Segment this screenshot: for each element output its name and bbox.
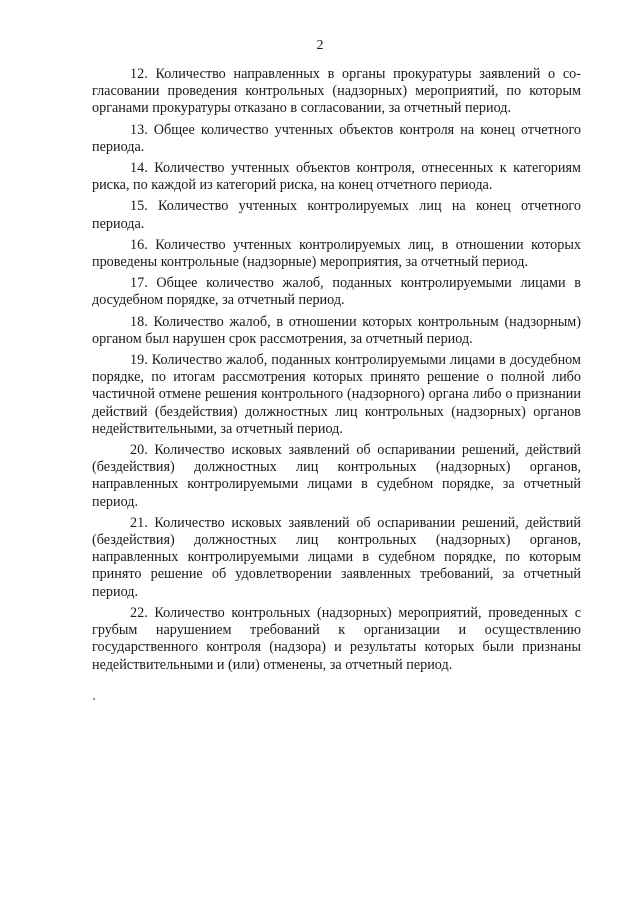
paragraph-15: 15. Количество учтенных контролируемых лиц на конец отчетного периода. bbox=[92, 198, 581, 232]
document-body bbox=[92, 66, 581, 678]
paragraph-17: 17. Общее количество жалоб, поданных контролируемыми лицами в досудебном порядке, за отчетный период. bbox=[92, 275, 581, 309]
paragraph-19: 19. Количество жалоб, поданных контролируемыми лицами в досудебном порядке, по итогам рассмотрения которых принято решение о полной либо частичной отмене решения контрольного (надзорного) органа либо о признании действий (бездействия) должностных лиц контрольных (надзорных) органов недействительными, за отчетный период. bbox=[92, 352, 581, 437]
paragraph-12: 12. Количество направленных в органы прокуратуры заявлений о согласовании проведения контрольных (надзорных) мероприятий, по которым органами прокуратуры отказано в согласовании, за отчетный период. bbox=[92, 66, 581, 117]
page-number: 2 bbox=[316, 38, 324, 53]
paragraph-18: 18. Количество жалоб, в отношении которых контрольным (надзорным) органом был нарушен срок рассмотрения, за отчетный период. bbox=[92, 313, 581, 347]
scan-speck bbox=[93, 698, 95, 700]
paragraph-22: 22. Количество контрольных (надзорных) мероприятий, проведенных с грубым нарушением требований к организации и осуществлению государственного контроля (надзора) и результаты которых были признаны недействительными и (или) отменены, за отчетный период. bbox=[92, 604, 581, 673]
paragraph-14: 14. Количество учтенных объектов контроля, отнесенных к категориям риска, по каждой из категорий риска, на конец отчетного периода. bbox=[92, 160, 581, 194]
paragraph-20: 20. Количество исковых заявлений об оспаривании решений, действий (бездействия) должностных лиц контрольных (надзорных) органов, направленных контролируемыми лицами в судебном порядке, за отчетный период. bbox=[92, 442, 581, 510]
paragraph-21: 21. Количество исковых заявлений об оспаривании решений, действий (бездействия) должностных лиц контрольных (надзорных) органов, направленных контролируемыми лицами в судебном порядке, по которым принято решение об удовлетворении заявленных требований, за отчетный период. bbox=[92, 514, 581, 600]
paragraph-16: 16. Количество учтенных контролируемых лиц, в отношении которых проведены контрольные (надзорные) мероприятия, за отчетный период. bbox=[92, 236, 581, 271]
paragraph-13: 13. Общее количество учтенных объектов контроля на конец отчетного периода. bbox=[92, 121, 581, 155]
